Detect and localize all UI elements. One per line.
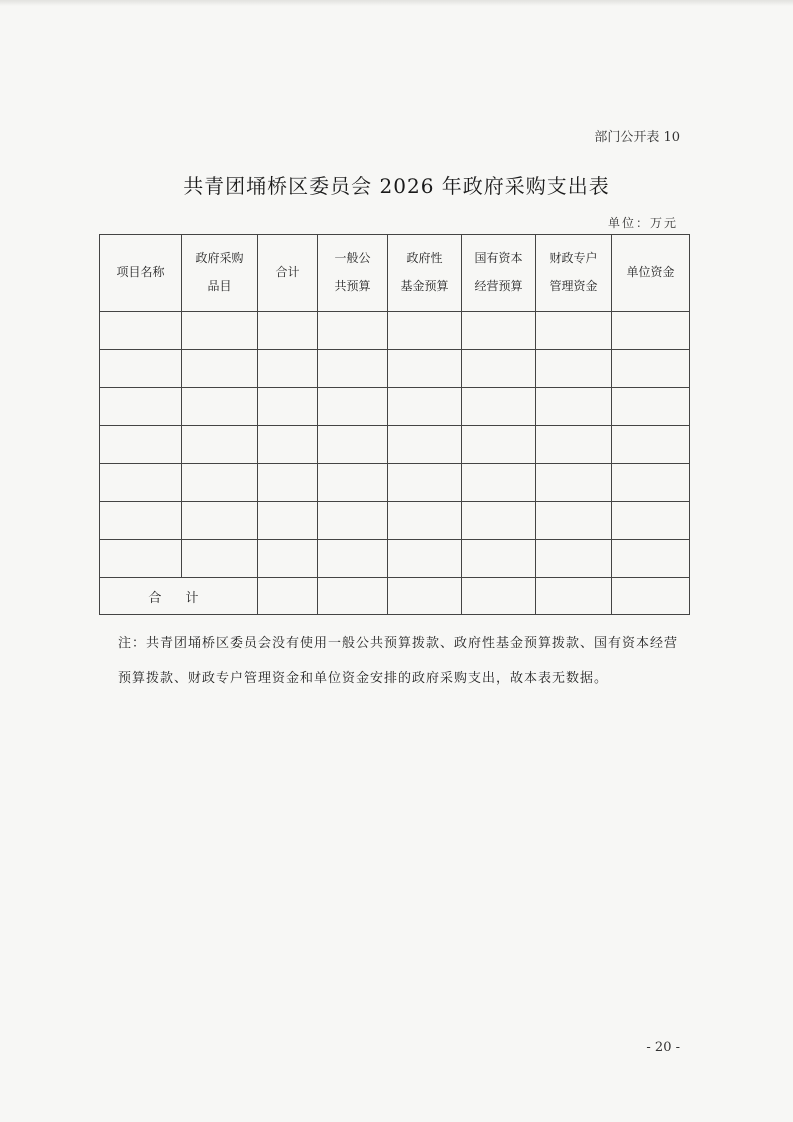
table-cell [100, 350, 182, 388]
table-cell [388, 388, 462, 426]
table-cell [182, 350, 258, 388]
table-cell [318, 426, 388, 464]
table-cell [462, 426, 536, 464]
table-cell [612, 502, 690, 540]
table-cell [258, 502, 318, 540]
unit-label: 单位：万元 [607, 216, 678, 230]
table-cell [388, 578, 462, 615]
table-cell [100, 502, 182, 540]
table-cell [388, 426, 462, 464]
procurement-expenditure-table [99, 234, 690, 615]
table-cell [100, 388, 182, 426]
page-title: 共青团埇桥区委员会 2026 年政府采购支出表 [183, 174, 610, 198]
table-cell [388, 502, 462, 540]
page-top-edge [0, 0, 793, 6]
page-number: - 20 - [646, 1040, 680, 1055]
table-cell [182, 426, 258, 464]
table-cell [536, 388, 612, 426]
table-cell [258, 426, 318, 464]
table-note: 注：共青团埇桥区委员会没有使用一般公共预算拨款、政府性基金预算拨款、国有资本经营预算拨款、财政专户管理资金和单位资金安排的政府采购支出，故本表无数据。 [118, 636, 679, 686]
table-header-row [100, 235, 690, 312]
table-cell [612, 540, 690, 578]
table-cell [100, 426, 182, 464]
table-cell [318, 464, 388, 502]
total-row-label: 合 计 [100, 578, 258, 615]
table-cell [258, 350, 318, 388]
table-row [100, 464, 690, 502]
column-header-general-public-budget: 一般公 共预算 [318, 235, 388, 312]
table-cell [536, 502, 612, 540]
table-cell [258, 540, 318, 578]
table-cell [462, 540, 536, 578]
table-cell [318, 502, 388, 540]
table-cell [536, 426, 612, 464]
table-cell [100, 312, 182, 350]
table-cell [612, 426, 690, 464]
table-cell [388, 350, 462, 388]
table-row [100, 426, 690, 464]
table-cell [462, 464, 536, 502]
table-cell [258, 578, 318, 615]
table-cell [462, 312, 536, 350]
column-header-government-fund-budget: 政府性 基金预算 [388, 235, 462, 312]
table-cell [462, 388, 536, 426]
table-cell [612, 464, 690, 502]
table-cell [100, 464, 182, 502]
table-cell [318, 350, 388, 388]
table-row [100, 540, 690, 578]
table-row [100, 350, 690, 388]
table-cell [318, 388, 388, 426]
table-cell [182, 312, 258, 350]
table-cell [536, 312, 612, 350]
table-cell [388, 312, 462, 350]
column-header-unit-funds: 单位资金 [612, 235, 690, 312]
table-cell [182, 540, 258, 578]
table-cell [612, 350, 690, 388]
column-header-fiscal-special-account: 财政专户 管理资金 [536, 235, 612, 312]
column-header-total: 合计 [258, 235, 318, 312]
table-row [100, 312, 690, 350]
table-cell [612, 578, 690, 615]
table-total-row [100, 578, 690, 615]
table-cell [182, 388, 258, 426]
table-row [100, 388, 690, 426]
document-tag: 部门公开表 10 [594, 130, 680, 145]
table-cell [612, 388, 690, 426]
table-cell [318, 312, 388, 350]
table-cell [258, 388, 318, 426]
table-cell [462, 578, 536, 615]
column-header-procurement-item: 政府采购 品目 [182, 235, 258, 312]
table-cell [388, 540, 462, 578]
table-cell [536, 464, 612, 502]
table-cell [536, 578, 612, 615]
table-cell [182, 464, 258, 502]
table-cell [612, 312, 690, 350]
column-header-project-name: 项目名称 [100, 235, 182, 312]
table-cell [100, 540, 182, 578]
table-cell [318, 578, 388, 615]
table-cell [258, 464, 318, 502]
column-header-state-capital-budget: 国有资本 经营预算 [462, 235, 536, 312]
table-cell [536, 540, 612, 578]
table-row [100, 502, 690, 540]
table-cell [462, 502, 536, 540]
table-cell [536, 350, 612, 388]
table-cell [182, 502, 258, 540]
table-cell [258, 312, 318, 350]
table-cell [318, 540, 388, 578]
table-cell [462, 350, 536, 388]
table-cell [388, 464, 462, 502]
